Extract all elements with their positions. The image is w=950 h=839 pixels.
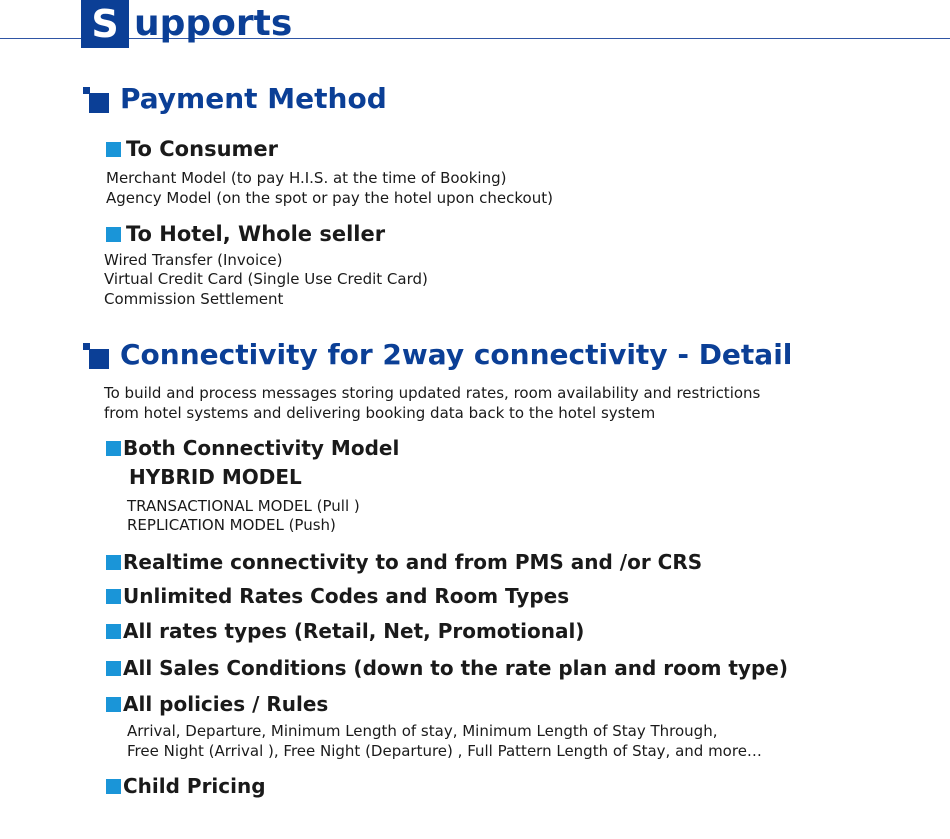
hotel-line: Virtual Credit Card (Single Use Credit Card) [104, 270, 428, 288]
feature-rates: All rates types (Retail, Net, Promotional) [123, 619, 585, 643]
feature-child-pricing: Child Pricing [123, 774, 266, 798]
hotel-line: Commission Settlement [104, 290, 284, 308]
bullet-square-icon [106, 779, 121, 794]
section-square-icon [83, 343, 109, 369]
intro-line: from hotel systems and delivering booking data back to the hotel system [104, 404, 656, 422]
intro-line: To build and process messages storing updated rates, room availability and restrictions [104, 384, 761, 402]
bullet-square-icon [106, 624, 121, 639]
page-title: upports [134, 3, 293, 44]
feature-policies: All policies / Rules [123, 692, 329, 716]
bullet-square-icon [106, 661, 121, 676]
subheading-to-hotel: To Hotel, Whole seller [126, 222, 386, 246]
section-heading-connectivity: Connectivity for 2way connectivity - Detail [120, 338, 793, 371]
consumer-line: Merchant Model (to pay H.I.S. at the time of Booking) [106, 169, 507, 187]
subheading-both-connectivity: Both Connectivity Model [123, 436, 400, 460]
feature-unlimited: Unlimited Rates Codes and Room Types [123, 584, 570, 608]
section-heading-payment: Payment Method [120, 82, 387, 115]
bullet-square-icon [106, 589, 121, 604]
consumer-line: Agency Model (on the spot or pay the hotel upon checkout) [106, 189, 553, 207]
feature-sales: All Sales Conditions (down to the rate plan and room type) [123, 656, 788, 680]
section-square-icon [83, 87, 109, 113]
subheading-to-consumer: To Consumer [126, 137, 278, 161]
bullet-square-icon [106, 227, 121, 242]
title-initial-box: S [81, 0, 129, 48]
policies-line: Free Night (Arrival ), Free Night (Departure) , Full Pattern Length of Stay, and more… [127, 742, 762, 760]
model-line: TRANSACTIONAL MODEL (Pull ) [127, 497, 360, 515]
hotel-line: Wired Transfer (Invoice) [104, 251, 283, 269]
bullet-square-icon [106, 441, 121, 456]
bullet-square-icon [106, 697, 121, 712]
feature-realtime: Realtime connectivity to and from PMS and /or CRS [123, 550, 703, 574]
model-line: REPLICATION MODEL (Push) [127, 516, 336, 534]
bullet-square-icon [106, 555, 121, 570]
hybrid-model-label: HYBRID MODEL [129, 465, 302, 489]
bullet-square-icon [106, 142, 121, 157]
policies-line: Arrival, Departure, Minimum Length of stay, Minimum Length of Stay Through, [127, 722, 718, 740]
